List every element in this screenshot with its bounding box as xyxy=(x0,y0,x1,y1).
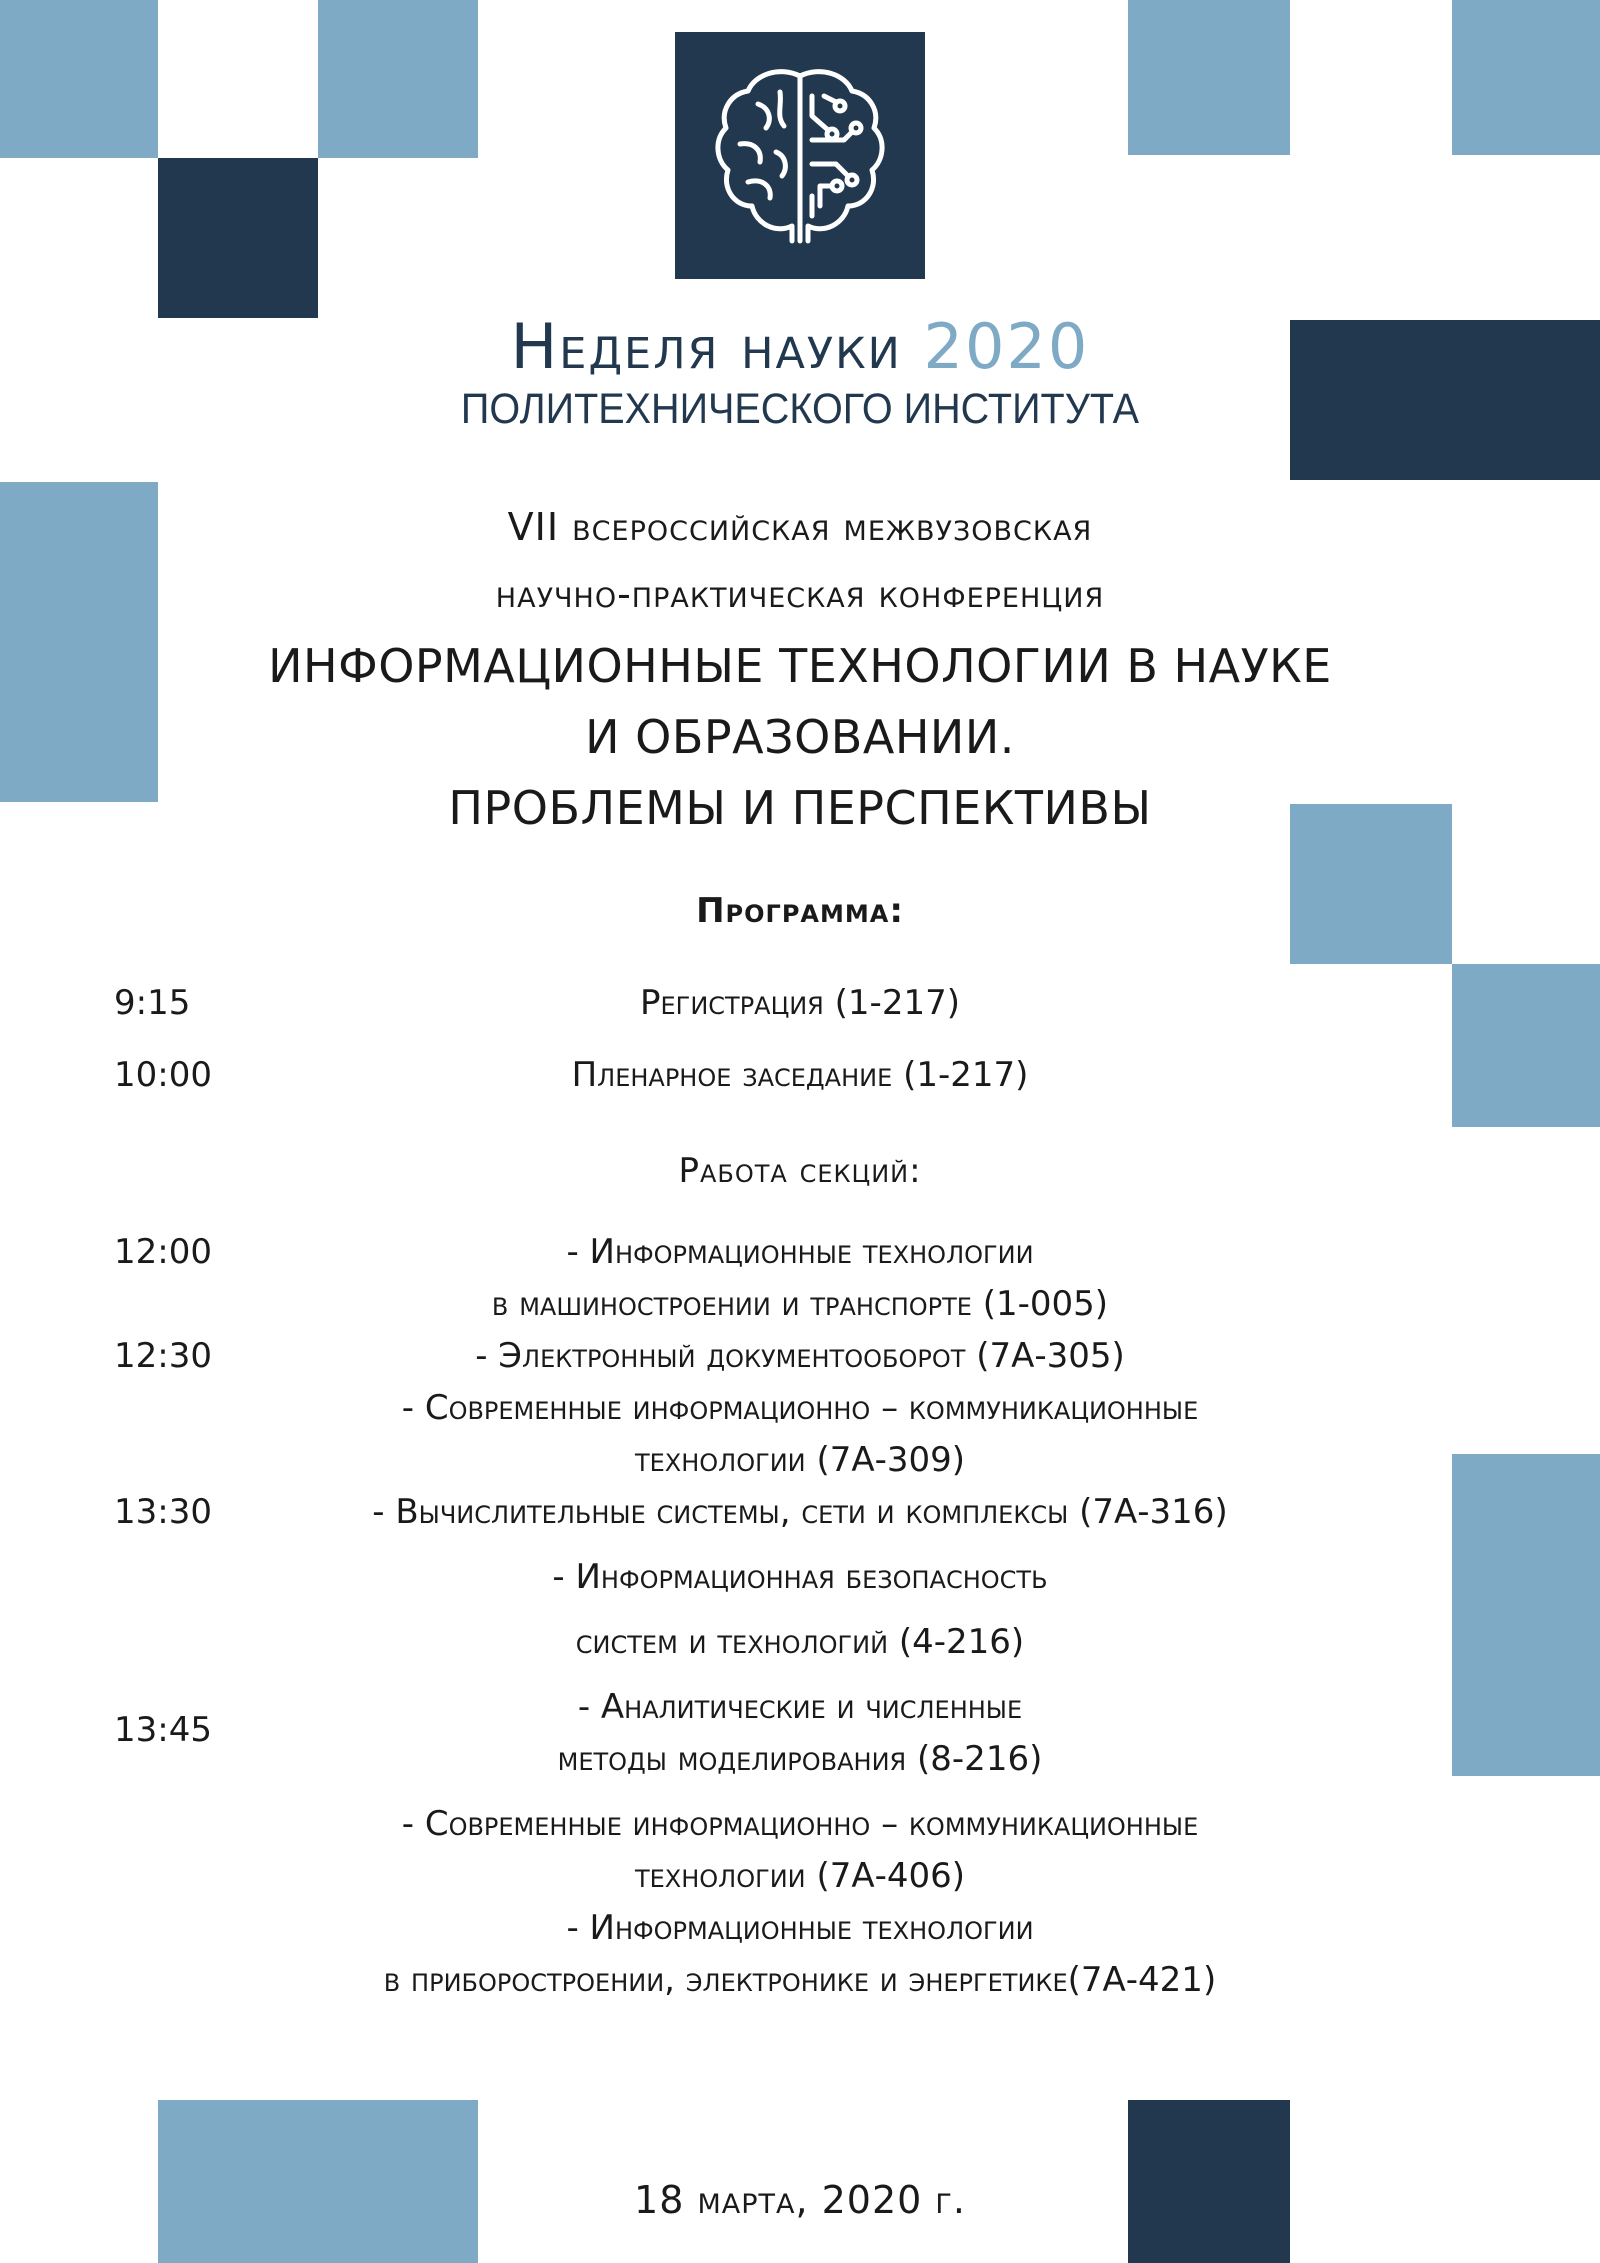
section-line: в машиностроении и транспорте (1-005) xyxy=(491,1284,1109,1324)
decor-square xyxy=(1128,0,1290,155)
event-title xyxy=(0,310,1600,383)
section-line: в приборостроении, электронике и энергетике(7А-421) xyxy=(383,1960,1217,2000)
logo xyxy=(675,32,925,279)
conference-line1: VII всероссийская межвузовская xyxy=(507,505,1093,549)
decor-square xyxy=(1452,0,1600,155)
section-line: технологии (7А-406) xyxy=(634,1856,966,1896)
section-time: 13:45 xyxy=(114,1710,212,1750)
conference-line2: научно-практическая конференция xyxy=(495,572,1105,616)
section-line: методы моделирования (8-216) xyxy=(557,1739,1043,1779)
program-time: 9:15 xyxy=(114,983,191,1023)
sections-heading: Работа секций: xyxy=(678,1151,922,1191)
conference-title-line3: ПРОБЛЕМЫ И ПЕРСПЕКТИВЫ xyxy=(448,781,1152,835)
decor-square xyxy=(318,0,478,158)
decor-square xyxy=(0,0,158,158)
conference-title-line2: И ОБРАЗОВАНИИ. xyxy=(585,710,1015,764)
section-line: - Вычислительные системы, сети и комплексы (7А-316) xyxy=(372,1492,1228,1532)
program-heading: Программа: xyxy=(696,891,904,931)
event-year: 2020 xyxy=(923,310,1090,383)
conference-title-line1: ИНФОРМАЦИОННЫЕ ТЕХНОЛОГИИ В НАУКЕ xyxy=(268,639,1332,693)
brain-circuit-icon xyxy=(700,56,900,256)
program-item: Регистрация (1-217) xyxy=(640,983,960,1023)
section-line: технологии (7А-309) xyxy=(634,1440,966,1480)
decor-square xyxy=(158,158,318,318)
section-line: - Современные информационно – коммуникационные xyxy=(401,1388,1199,1428)
event-date: 18 марта, 2020 г. xyxy=(634,2178,966,2222)
program-time: 10:00 xyxy=(114,1055,212,1095)
section-line: - Информационная безопасность xyxy=(552,1557,1048,1597)
section-line: систем и технологий (4-216) xyxy=(575,1622,1025,1662)
section-line: - Информационные технологии xyxy=(566,1232,1034,1272)
section-time: 12:30 xyxy=(114,1336,212,1376)
section-line: - Современные информационно – коммуникационные xyxy=(401,1804,1199,1844)
section-line: - Электронный документооборот (7А-305) xyxy=(475,1336,1125,1376)
section-line: - Информационные технологии xyxy=(566,1908,1034,1948)
section-line: - Аналитические и численные xyxy=(577,1687,1023,1727)
event-subtitle: ПОЛИТЕХНИЧЕСКОГО ИНСТИТУТА xyxy=(460,385,1140,433)
section-time: 13:30 xyxy=(114,1492,212,1532)
section-time: 12:00 xyxy=(114,1232,212,1272)
event-title-text: Неделя науки xyxy=(510,310,902,383)
program-item: Пленарное заседание (1-217) xyxy=(571,1055,1029,1095)
